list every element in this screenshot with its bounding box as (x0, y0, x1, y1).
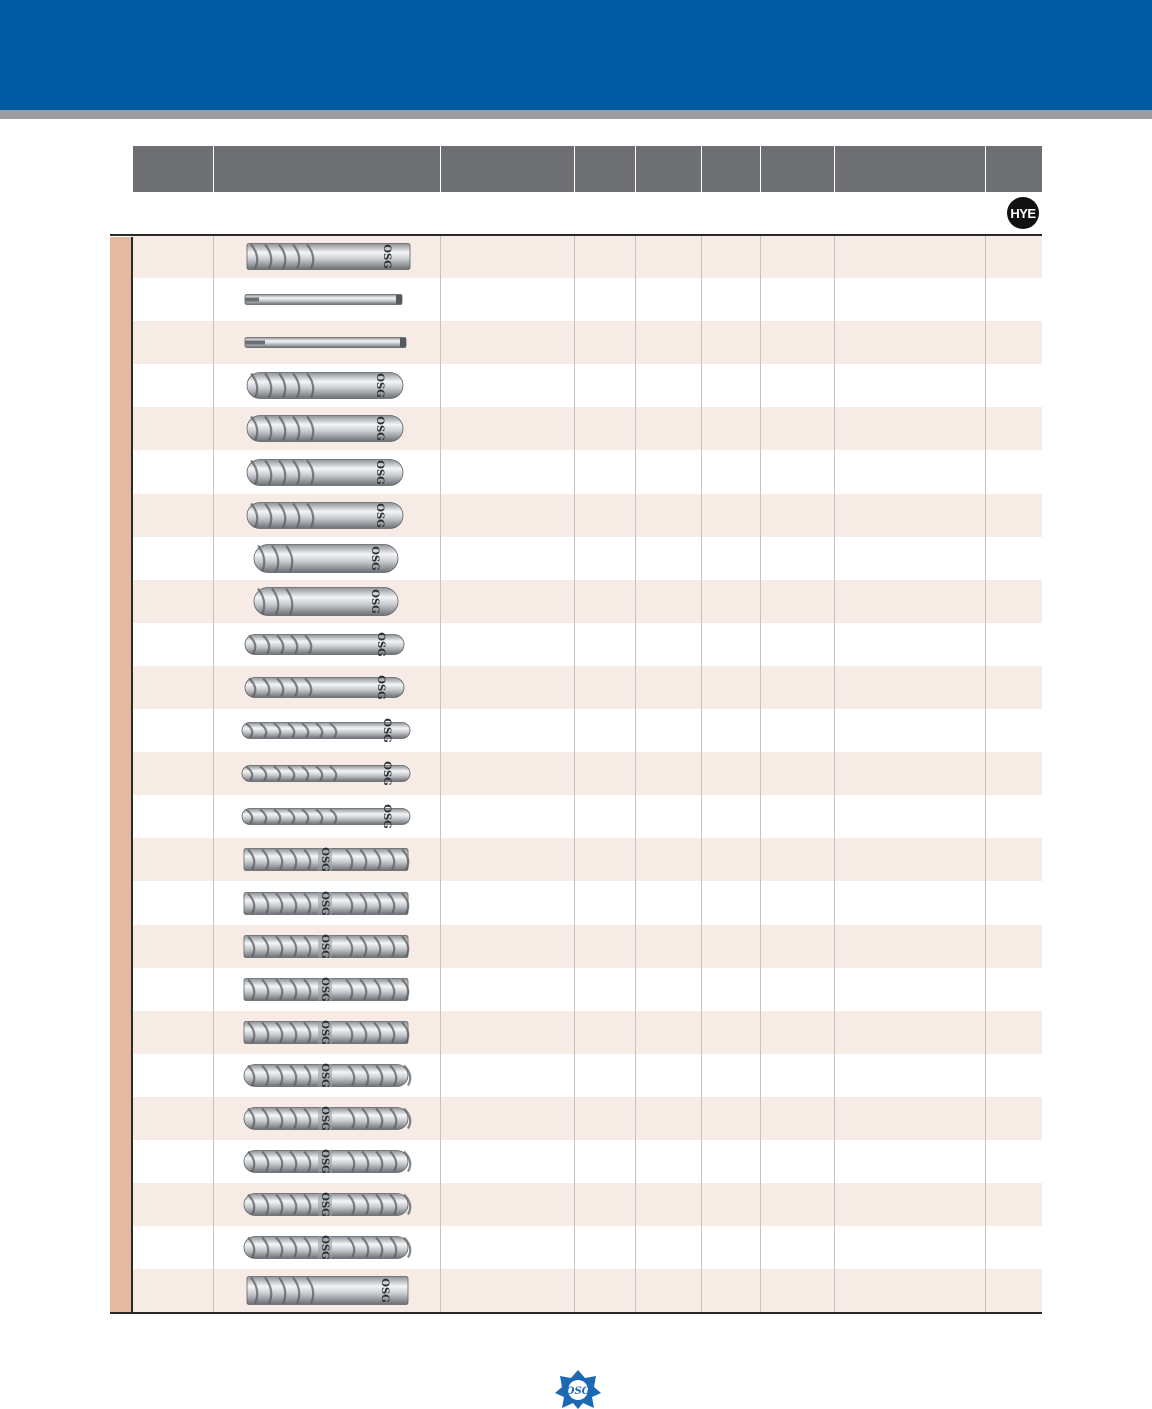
header-col-9 (985, 146, 1042, 192)
table-row (133, 666, 1042, 709)
svg-text:OSG: OSG (381, 761, 392, 786)
svg-text:OSG: OSG (319, 1106, 330, 1131)
table-row (133, 1183, 1042, 1226)
table-row (133, 1269, 1042, 1312)
table-row (133, 752, 1042, 795)
header-col-1 (133, 146, 213, 192)
table-row (133, 838, 1042, 881)
end-mill-image (133, 1269, 1042, 1312)
svg-text:OSG: OSG (379, 1278, 390, 1304)
end-mill-image (133, 580, 1042, 623)
header-col-7 (760, 146, 834, 192)
osg-logo-icon (554, 1369, 602, 1409)
end-mill-image (133, 1140, 1042, 1183)
table-row (133, 1054, 1042, 1097)
table-bottom-rule (110, 1312, 1042, 1314)
table-row (133, 1011, 1042, 1054)
end-mill-image (133, 321, 1042, 364)
table-row (133, 795, 1042, 838)
end-mill-image (133, 1097, 1042, 1140)
svg-text:OSG: OSG (319, 933, 330, 959)
table-row (133, 278, 1042, 321)
svg-text:OSG: OSG (319, 1149, 330, 1174)
end-mill-image (133, 838, 1042, 881)
column-divider (574, 234, 575, 1313)
column-divider (635, 234, 636, 1313)
end-mill-image (133, 1226, 1042, 1269)
banner-rule (0, 110, 1152, 119)
svg-text:OSG: OSG (381, 718, 392, 743)
table-row (133, 1140, 1042, 1183)
header-col-5 (635, 146, 701, 192)
table-row (133, 925, 1042, 968)
table-row (133, 1097, 1042, 1140)
column-divider (213, 234, 214, 1313)
table-row (133, 235, 1042, 278)
svg-text:OSG: OSG (374, 373, 385, 399)
table-row (133, 407, 1042, 450)
end-mill-image (133, 623, 1042, 666)
end-mill-image (133, 407, 1042, 450)
side-category-tab (110, 237, 131, 1313)
end-mill-image (133, 278, 1042, 321)
table-row (133, 882, 1042, 925)
hye-badge: HYE (1007, 197, 1039, 229)
end-mill-image (133, 364, 1042, 407)
svg-text:OSG: OSG (375, 675, 386, 700)
header-col-6 (701, 146, 760, 192)
end-mill-image (133, 235, 1042, 278)
svg-text:OSG: OSG (319, 1063, 330, 1088)
svg-text:OSG: OSG (381, 804, 392, 830)
svg-text:OSG: OSG (381, 244, 392, 269)
end-mill-image (133, 968, 1042, 1011)
svg-text:OSG: OSG (319, 890, 330, 916)
end-mill-image (133, 1011, 1042, 1054)
header-col-4 (574, 146, 635, 192)
side-rule (131, 237, 133, 1313)
table-row (133, 364, 1042, 407)
end-mill-image (133, 882, 1042, 925)
svg-text:OSG: OSG (369, 589, 380, 614)
svg-text:OSG: OSG (369, 545, 380, 571)
column-divider (834, 234, 835, 1313)
end-mill-image (133, 537, 1042, 580)
header-col-2 (213, 146, 440, 192)
table-row (133, 709, 1042, 752)
top-banner (0, 0, 1152, 110)
header-col-8 (834, 146, 985, 192)
svg-text:OSG: OSG (319, 847, 330, 873)
table-row (133, 451, 1042, 494)
table-row (133, 321, 1042, 364)
end-mill-image (133, 451, 1042, 494)
svg-text:OSG: OSG (374, 416, 385, 442)
end-mill-image (133, 925, 1042, 968)
svg-text:OSG: OSG (374, 459, 385, 485)
header-col-3 (440, 146, 574, 192)
column-divider (985, 234, 986, 1313)
svg-text:OSG: OSG (565, 1386, 591, 1397)
svg-text:OSG: OSG (375, 632, 386, 657)
table-row (133, 580, 1042, 623)
svg-text:OSG: OSG (319, 1020, 330, 1045)
end-mill-image (133, 1054, 1042, 1097)
table-row (133, 1226, 1042, 1269)
table-header (133, 146, 1042, 192)
svg-text:OSG: OSG (319, 976, 330, 1002)
table-top-rule (110, 234, 1042, 236)
svg-text:OSG: OSG (319, 1235, 330, 1261)
column-divider (701, 234, 702, 1313)
svg-text:OSG: OSG (374, 502, 385, 528)
column-divider (440, 234, 441, 1313)
column-divider (760, 234, 761, 1313)
end-mill-image (133, 752, 1042, 795)
table-row (133, 968, 1042, 1011)
end-mill-image (133, 666, 1042, 709)
table-row (133, 623, 1042, 666)
end-mill-image (133, 1183, 1042, 1226)
table-row (133, 494, 1042, 537)
svg-text:OSG: OSG (319, 1192, 330, 1217)
end-mill-image (133, 494, 1042, 537)
end-mill-image (133, 709, 1042, 752)
table-row (133, 537, 1042, 580)
end-mill-image (133, 795, 1042, 838)
